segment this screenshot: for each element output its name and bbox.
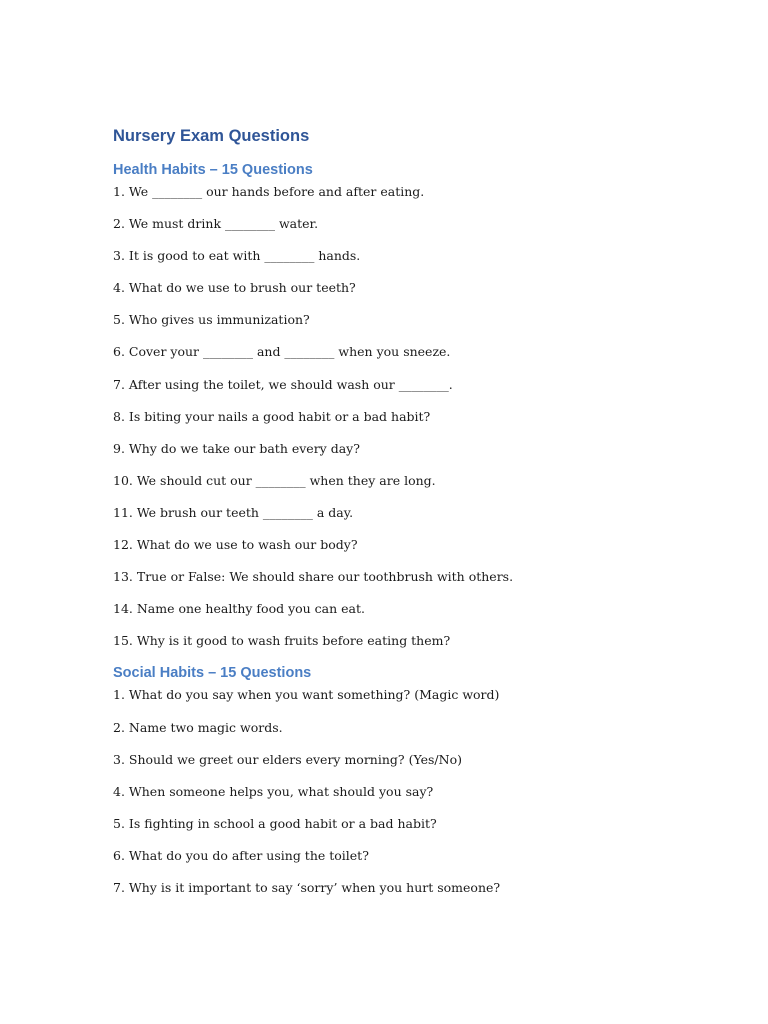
page-title: Nursery Exam Questions [113, 127, 310, 145]
question-item: 6. Cover your ________ and ________ when you sneeze. [113, 344, 451, 360]
question-item: 7. Why is it important to say ‘sorry’ when you hurt someone? [113, 879, 501, 895]
question-item: 15. Why is it good to wash fruits before eating them? [113, 633, 451, 649]
question-item: 1. What do you say when you want something? (Magic word) [113, 687, 500, 703]
question-item: 2. Name two magic words. [113, 719, 283, 735]
question-item: 5. Who gives us immunization? [113, 312, 310, 328]
question-item: 7. After using the toilet, we should wash our ________. [113, 376, 453, 392]
section-social-habits [113, 662, 713, 909]
question-item: 10. We should cut our ________ when they are long. [113, 472, 436, 488]
question-item: 3. Should we greet our elders every morning? (Yes/No) [113, 751, 462, 767]
title-spacer [113, 149, 713, 159]
question-item: 14. Name one healthy food you can eat. [113, 601, 366, 617]
section-heading-social: Social Habits – 15 Questions [113, 665, 312, 682]
question-item: 9. Why do we take our bath every day? [113, 440, 360, 456]
question-item: 5. Is fighting in school a good habit or a bad habit? [113, 815, 437, 831]
question-list-health [113, 181, 713, 662]
question-item: 12. What do we use to wash our body? [113, 537, 358, 553]
question-item: 2. We must drink ________ water. [113, 216, 319, 232]
question-item: 1. We ________ our hands before and after eating. [113, 184, 425, 199]
section-heading-health: Health Habits – 15 Questions [113, 162, 313, 178]
question-item: 4. When someone helps you, what should you say? [113, 783, 434, 799]
question-item: 6. What do you do after using the toilet? [113, 847, 369, 863]
question-item: 13. True or False: We should share our toothbrush with others. [113, 569, 514, 585]
question-item: 3. It is good to eat with ________ hands. [113, 248, 361, 264]
question-item: 4. What do we use to brush our teeth? [113, 280, 356, 296]
document-page [113, 123, 713, 909]
question-item: 8. Is biting your nails a good habit or a bad habit? [113, 408, 431, 424]
question-item: 11. We brush our teeth ________ a day. [113, 504, 354, 520]
section-health-habits [113, 159, 713, 662]
question-list-social [113, 684, 713, 909]
